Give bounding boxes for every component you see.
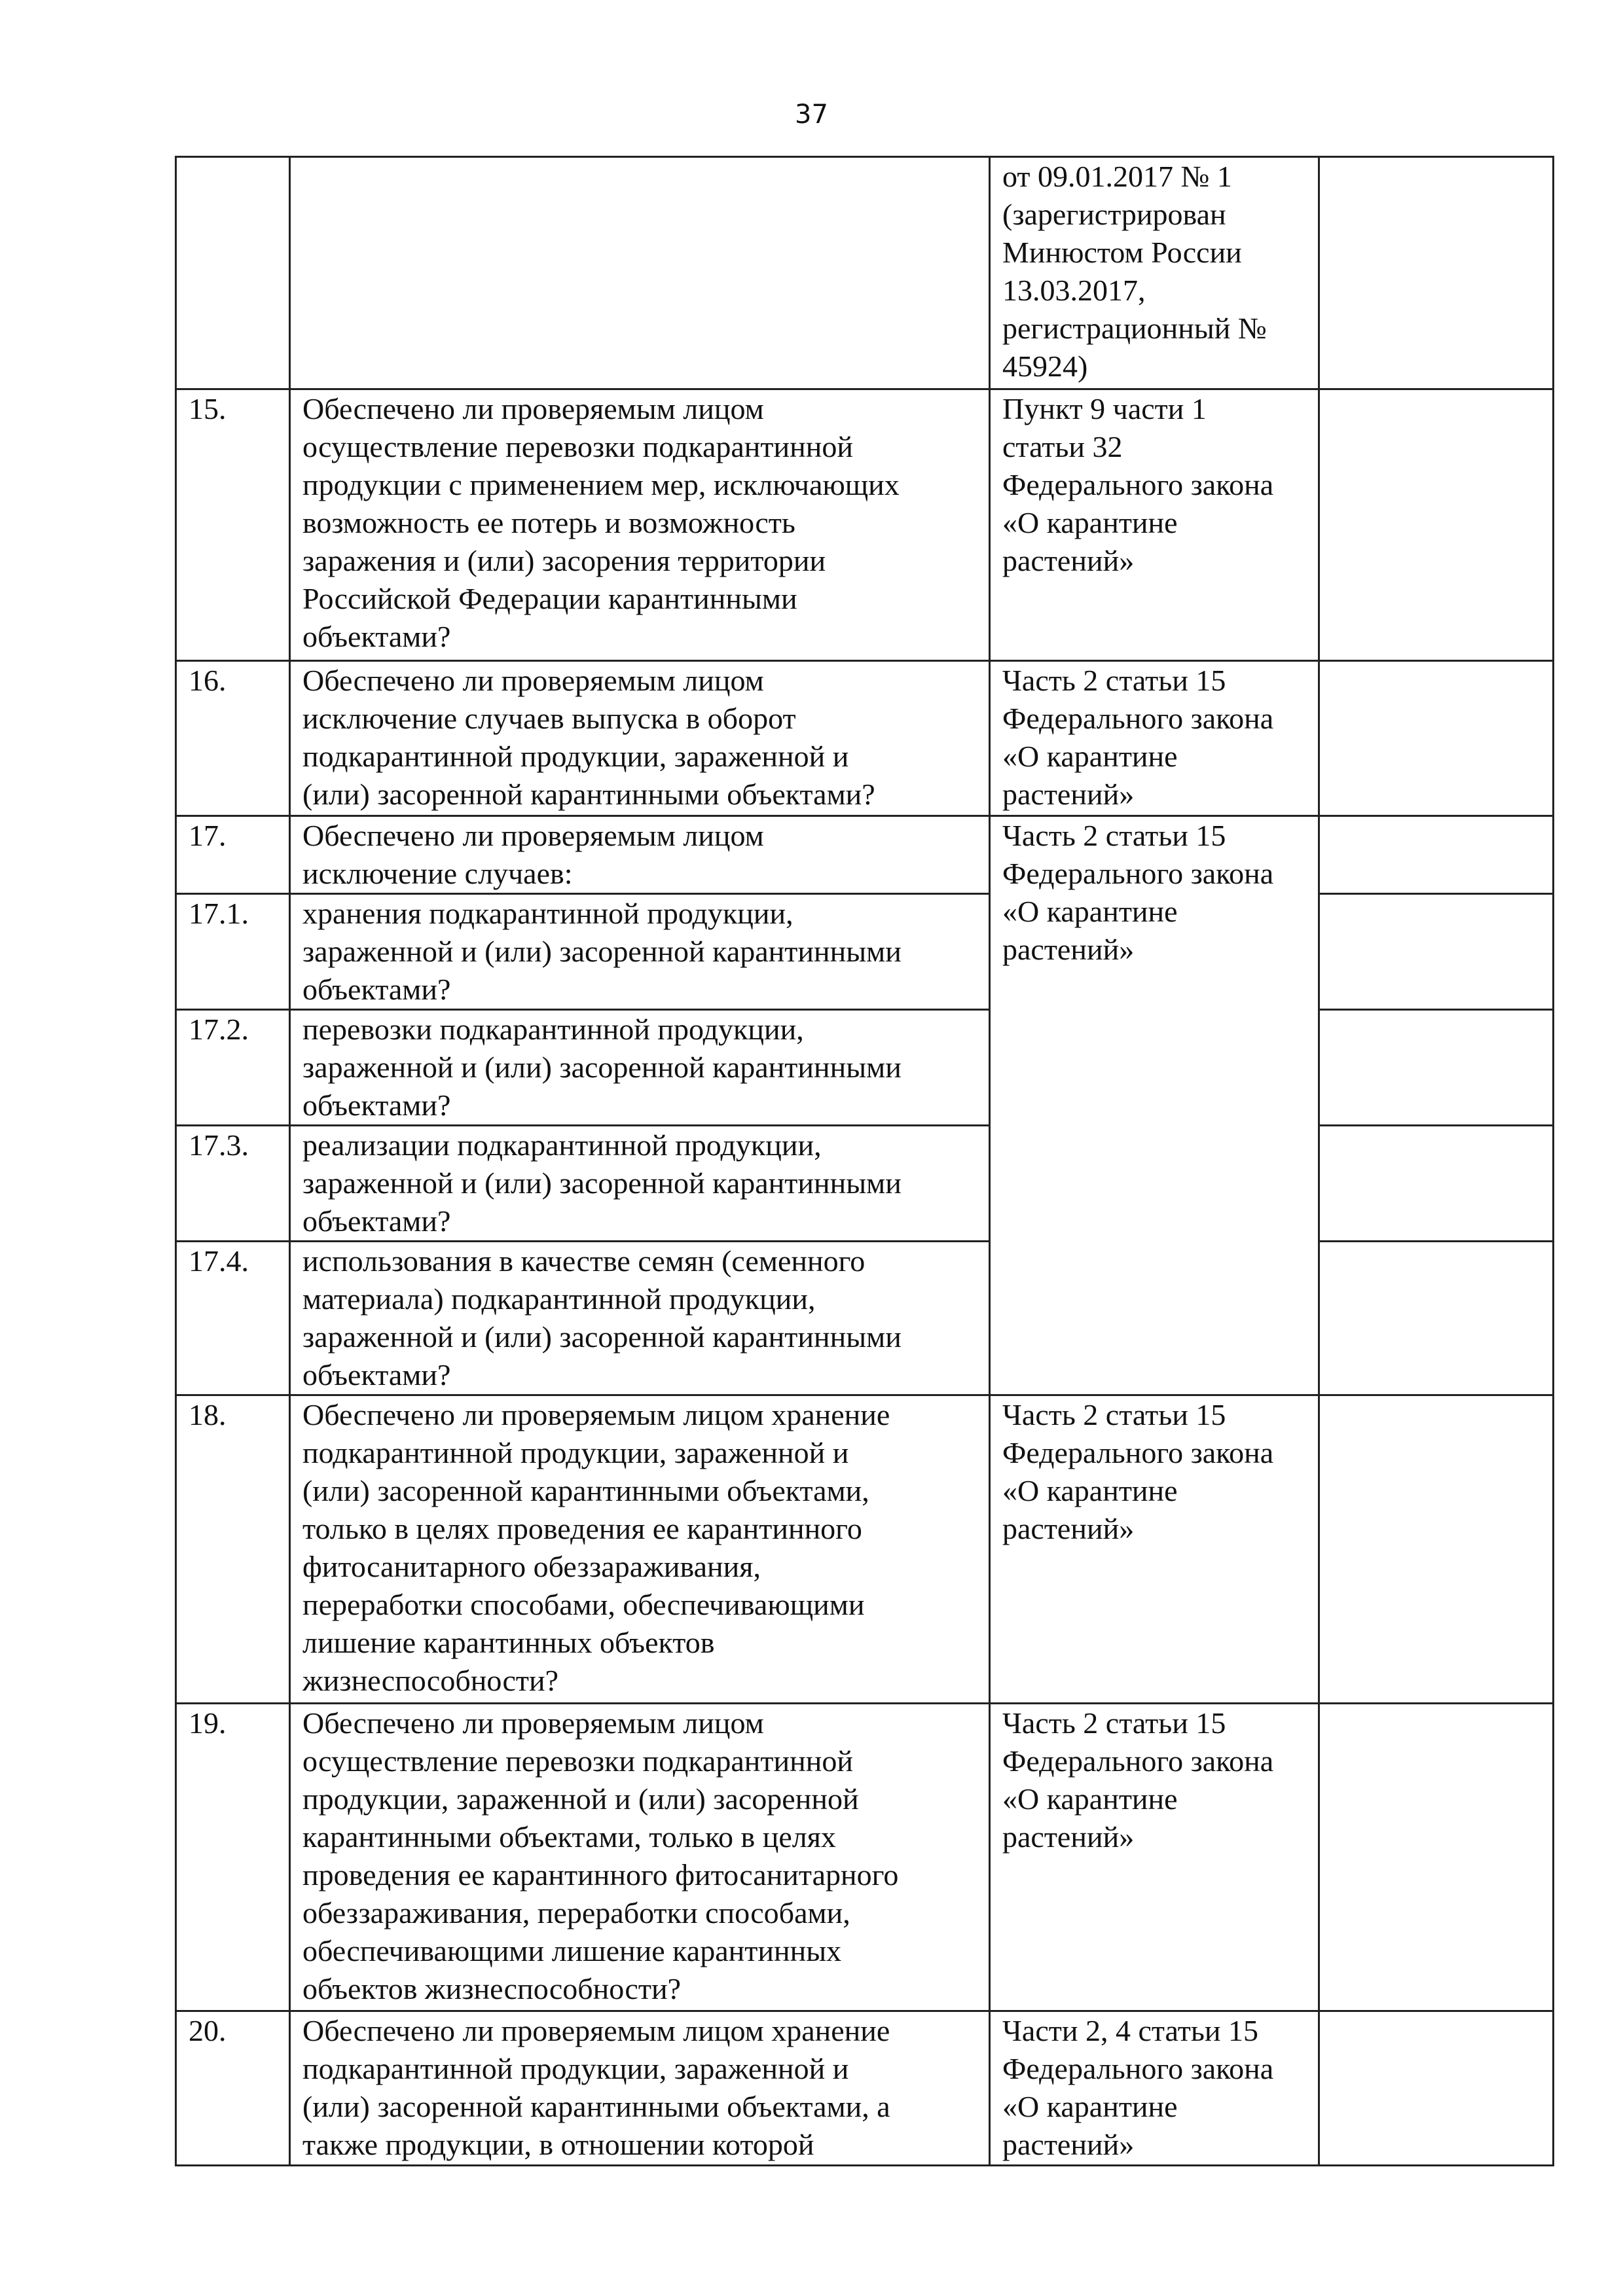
legal-reference: Часть 2 статьи 15 Федерального закона «О карантине растений»: [990, 1395, 1319, 1704]
question-text: Обеспечено ли проверяемым лицом исключение случаев:: [290, 816, 990, 894]
note-cell: [1319, 1395, 1554, 1704]
question-text: Обеспечено ли проверяемым лицом хранение подкарантинной продукции, зараженной и (или) засоренной карантинными объектами, только в целях проведения ее карантинного фитосанитарного обеззараживания, переработки способами, обеспечивающими лишение карантинных объектов жизнеспособности?: [290, 1395, 990, 1704]
item-number: 17.2.: [176, 1010, 290, 1126]
item-number: 19.: [176, 1704, 290, 2011]
table-row: [176, 389, 1554, 661]
item-number: 17.3.: [176, 1126, 290, 1242]
item-number: 20.: [176, 2011, 290, 2166]
table-row: [176, 1242, 1554, 1395]
table-row: [176, 1395, 1554, 1704]
note-cell: [1319, 1126, 1554, 1242]
question-text: [290, 157, 990, 389]
table-row: [176, 1704, 1554, 2011]
note-cell: [1319, 157, 1554, 389]
note-cell: [1319, 816, 1554, 894]
legal-reference: Часть 2 статьи 15 Федерального закона «О карантине растений»: [990, 661, 1319, 816]
item-number: 17.4.: [176, 1242, 290, 1395]
table-row: [176, 157, 1554, 389]
legal-reference: Части 2, 4 статьи 15 Федерального закона «О карантине растений»: [990, 2011, 1319, 2166]
note-cell: [1319, 1010, 1554, 1126]
legal-reference: Пункт 9 части 1 статьи 32 Федерального закона «О карантине растений»: [990, 389, 1319, 661]
question-text: Обеспечено ли проверяемым лицом осуществление перевозки подкарантинной продукции с применением мер, исключающих возможность ее потерь и возможность заражения и (или) засорения территории Российской Федерации карантинными объектами?: [290, 389, 990, 661]
legal-reference: от 09.01.2017 № 1 (зарегистрирован Минюстом России 13.03.2017, регистрационный № 45924): [990, 157, 1319, 389]
note-cell: [1319, 1704, 1554, 2011]
item-number: [176, 157, 290, 389]
page-number: 37: [795, 99, 828, 130]
question-text: Обеспечено ли проверяемым лицом осуществление перевозки подкарантинной продукции, зараженной и (или) засоренной карантинными объектами, только в целях проведения ее карантинного фитосанитарного обеззараживания, переработки способами, обеспечивающими лишение карантинных объектов жизнеспособности?: [290, 1704, 990, 2011]
legal-reference: Часть 2 статьи 15 Федерального закона «О карантине растений»: [990, 816, 1319, 1395]
note-cell: [1319, 894, 1554, 1010]
note-cell: [1319, 2011, 1554, 2166]
table-row: [176, 894, 1554, 1010]
checklist-table: [175, 156, 1554, 2166]
question-text: перевозки подкарантинной продукции, зараженной и (или) засоренной карантинными объектами?: [290, 1010, 990, 1126]
legal-reference: Часть 2 статьи 15 Федерального закона «О карантине растений»: [990, 1704, 1319, 2011]
question-text: Обеспечено ли проверяемым лицом хранение подкарантинной продукции, зараженной и (или) засоренной карантинными объектами, а также продукции, в отношении которой: [290, 2011, 990, 2166]
note-cell: [1319, 661, 1554, 816]
item-number: 17.1.: [176, 894, 290, 1010]
table-row: [176, 816, 1554, 894]
table-row: [176, 2011, 1554, 2166]
item-number: 16.: [176, 661, 290, 816]
question-text: реализации подкарантинной продукции, зараженной и (или) засоренной карантинными объектами?: [290, 1126, 990, 1242]
table-row: [176, 1126, 1554, 1242]
item-number: 15.: [176, 389, 290, 661]
question-text: Обеспечено ли проверяемым лицом исключение случаев выпуска в оборот подкарантинной продукции, зараженной и (или) засоренной карантинными объектами?: [290, 661, 990, 816]
note-cell: [1319, 389, 1554, 661]
table-row: [176, 661, 1554, 816]
question-text: использования в качестве семян (семенного материала) подкарантинной продукции, зараженной и (или) засоренной карантинными объектами?: [290, 1242, 990, 1395]
question-text: хранения подкарантинной продукции, зараженной и (или) засоренной карантинными объектами?: [290, 894, 990, 1010]
table-row: [176, 1010, 1554, 1126]
item-number: 17.: [176, 816, 290, 894]
item-number: 18.: [176, 1395, 290, 1704]
note-cell: [1319, 1242, 1554, 1395]
